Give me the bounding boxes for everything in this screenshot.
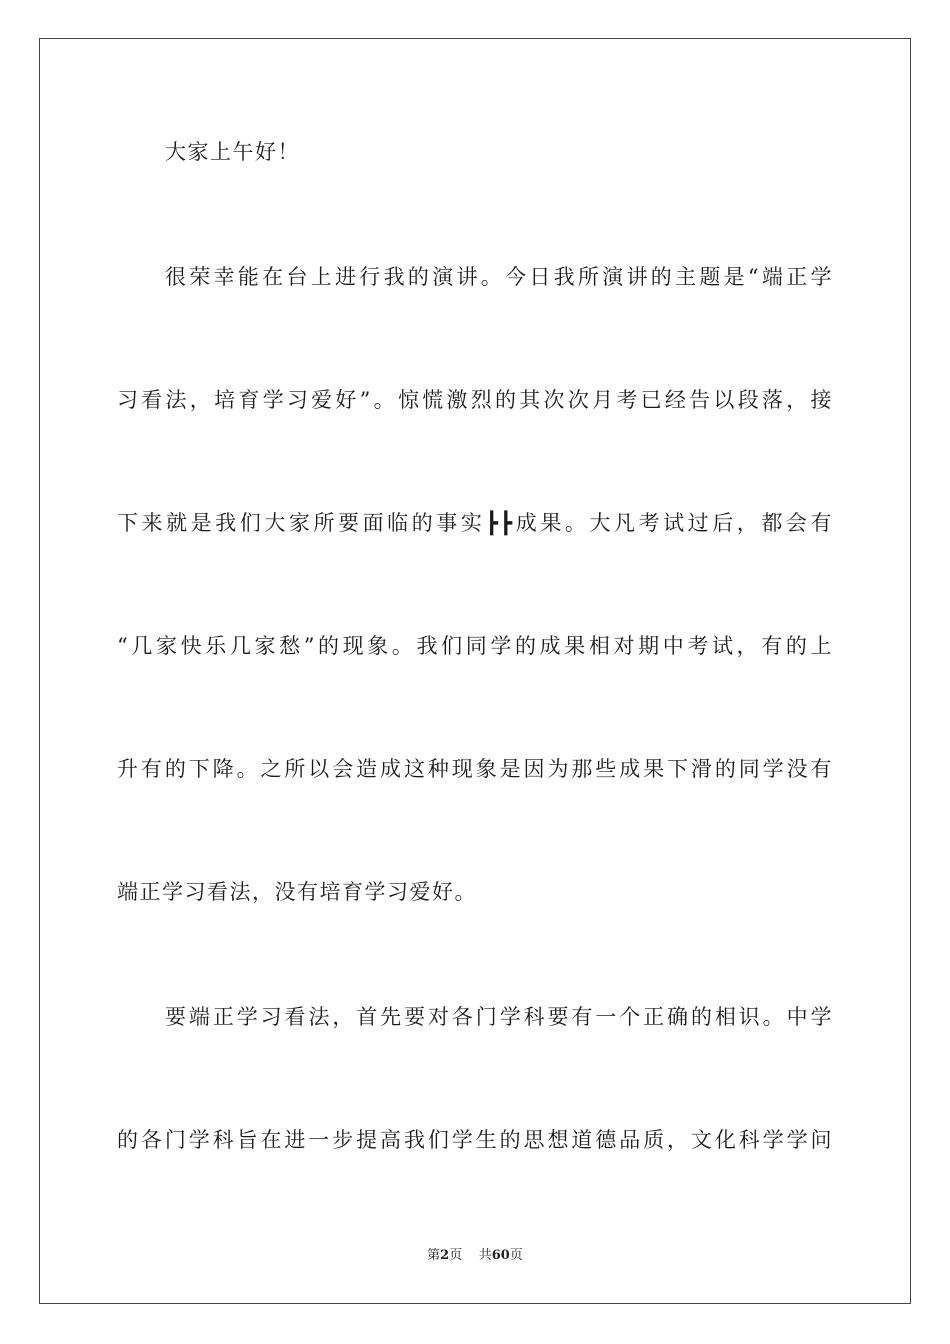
page-suffix: 页 bbox=[449, 1248, 463, 1263]
text-line: 要端正学习看法，首先要对各门学科要有一个正确的相识。中学 bbox=[165, 1005, 833, 1029]
text-line: 的各门学科旨在进一步提高我们学生的思想道德品质，文化科学学问 bbox=[117, 1128, 833, 1152]
text-line: 端正学习看法，没有培育学习爱好。 bbox=[117, 880, 477, 904]
page-frame bbox=[39, 38, 911, 1304]
greeting-text: 大家上午好！ bbox=[165, 140, 300, 164]
text-line: “几家快乐几家愁”的现象。我们同学的成果相对期中考试，有的上 bbox=[117, 634, 833, 658]
text-line: 习看法，培育学习爱好”。惊慌激烈的其次次月考已经告以段落，接 bbox=[117, 388, 833, 412]
current-page-number: 2 bbox=[440, 1248, 450, 1263]
text-line: 很荣幸能在台上进行我的演讲。今日我所演讲的主题是“端正学 bbox=[165, 265, 833, 289]
page-prefix: 第 bbox=[427, 1248, 441, 1263]
text-line: 下来就是我们大家所要面临的事实┣┣成果。大凡考试过后，都会有 bbox=[117, 511, 833, 535]
total-pages-label bbox=[479, 1248, 523, 1263]
page-number-label bbox=[427, 1248, 462, 1263]
total-page-number: 60 bbox=[491, 1248, 510, 1263]
text-line-greeting bbox=[117, 137, 833, 167]
page-footer bbox=[0, 1247, 950, 1265]
total-suffix: 页 bbox=[509, 1248, 523, 1263]
total-prefix: 共 bbox=[478, 1248, 492, 1263]
text-line: 升有的下降。之所以会造成这种现象是因为那些成果下滑的同学没有 bbox=[117, 757, 833, 781]
